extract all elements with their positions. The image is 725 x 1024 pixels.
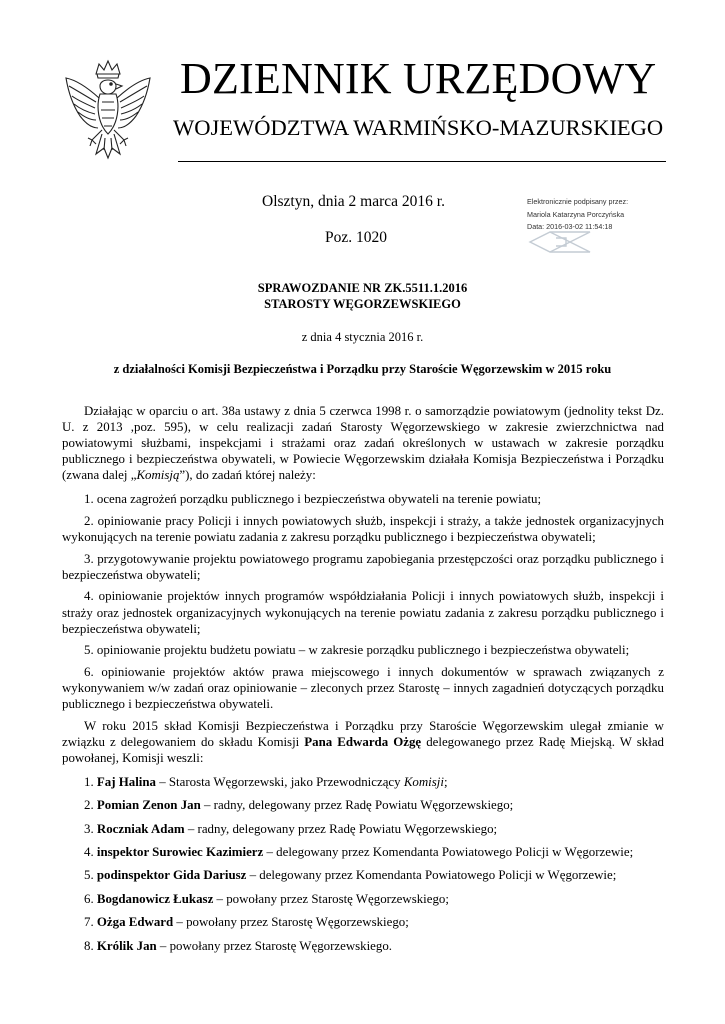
task-item: 5. opiniowanie projektu budżetu powiatu – w zakresie porządku publicznego i bezpieczeństwa obywateli; [84, 643, 630, 658]
report-date: z dnia 4 stycznia 2016 r. [301, 330, 424, 344]
member-role: – powołany przez Starostę Węgorzewskiego; [213, 891, 449, 906]
members-list [62, 774, 664, 954]
signature-line-1: Elektronicznie podpisany przez: [527, 197, 629, 206]
header-divider [178, 161, 666, 162]
signature-line-3: Data: 2016-03-02 11:54:18 [527, 222, 613, 231]
delegate-name: Pana Edwarda Ożgę [304, 734, 422, 749]
member-item [62, 914, 664, 930]
member-item [62, 938, 664, 954]
report-body [62, 403, 664, 961]
journal-title: DZIENNIK URZĘDOWY [180, 54, 657, 103]
intro-paragraph: Działając w oparciu o art. 38a ustawy z dnia 5 czerwca 1998 r. o samorządzie powiatowym (jednolity tekst Dz. U. z 2013 ,poz. 595), w celu realizacji zadań Starosty Węgorzewskiego w zakresie zwierzchnictwa nad powiatowymi służbami, inspekcjami i strażami oraz zadań określonych w ustawach w zakresie porządku publicznego i bezpieczeństwa obywateli, w Powiecie Węgorzewskim działała Komisja Bezpieczeństwa i Porządku (zwana dalej „Komisją”), do zadań której należy: [62, 404, 664, 483]
member-role: – Starosta Węgorzewski, jako Przewodniczący [155, 774, 404, 789]
task-item: 4. opiniowanie projektów innych programów współdziałania Policji i innych powiatowych służb, inspekcji i straży oraz jednostek organizacyjnych wykonujących na terenie powiatu zadania z zakresu porządku publicznego i bezpieczeństwa obywateli; [62, 589, 664, 636]
intro-italic: Komisją [136, 468, 180, 483]
task-item: 3. przygotowywanie projektu powiatowego programu zapobiegania przestępczości oraz porządku publicznego i bezpieczeństwa obywateli; [62, 551, 664, 582]
member-role-end: ; [443, 774, 448, 789]
member-name: inspektor Surowiec Kazimierz [96, 845, 264, 860]
member-role-italic: Komisji [403, 774, 444, 789]
member-number: 8. [84, 938, 97, 953]
electronic-signature-block [527, 196, 628, 234]
member-number: 2. [84, 798, 97, 813]
member-number: 4. [84, 845, 97, 860]
report-subject: z działalności Komisji Bezpieczeństwa i Porządku przy Staroście Węgorzewskim w 2015 roku [113, 362, 612, 376]
member-number: 3. [84, 821, 97, 836]
signature-seal-icon [528, 230, 592, 254]
member-number: 1. [84, 774, 97, 789]
member-item [62, 867, 664, 883]
member-item [62, 797, 664, 813]
polish-eagle-emblem-icon [62, 58, 154, 170]
member-role: – powołany przez Starostę Węgorzewskiego; [173, 915, 409, 930]
member-role: – delegowany przez Komendanta Powiatowego Policji w Węgorzewie; [246, 868, 617, 883]
task-item: 6. opiniowanie projektów aktów prawa miejscowego i innych dokumentów w sprawach związanych z wykonywaniem w/w zadań oraz opiniowanie – zleconych przez Starostę – innych zagadnień dotyczących porządku publicznego i bezpieczeństwa obywateli. [62, 664, 664, 711]
member-role: – radny, delegowany przez Radę Powiatu Węgorzewskiego; [200, 798, 514, 813]
member-name: Bogdanowicz Łukasz [96, 891, 214, 906]
member-name: Faj Halina [96, 774, 156, 789]
member-name: Pomian Zenon Jan [96, 798, 201, 813]
task-item: 1. ocena zagrożeń porządku publicznego i bezpieczeństwa obywateli na terenie powiatu; [84, 492, 542, 507]
position-number: Poz. 1020 [325, 229, 387, 246]
member-role: – powołany przez Starostę Węgorzewskiego. [156, 938, 393, 953]
composition-paragraph: W roku 2015 skład Komisji Bezpieczeństwa i Porządku przy Staroście Węgorzewskim ulegał zmianie w związku z delegowaniem do składu Komisji Pana Edwarda Ożgę delegowanego przez Radę Miejską. W skład powołanej, Komisji weszli: [62, 718, 665, 765]
signature-line-2: Mariola Katarzyna Porczyńska [527, 209, 625, 219]
member-item [62, 844, 664, 860]
member-name: podinspektor Gida Dariusz [96, 868, 247, 883]
member-role: – delegowany przez Komendanta Powiatowego Policji w Węgorzewie; [263, 845, 634, 860]
member-role: – radny, delegowany przez Radę Powiatu Węgorzewskiego; [184, 821, 498, 836]
member-number: 5. [84, 868, 97, 883]
member-name: Ożga Edward [96, 915, 174, 930]
report-title-line-1: SPRAWOZDANIE NR ZK.5511.1.2016 [257, 281, 468, 295]
member-name: Królik Jan [96, 938, 157, 953]
member-name: Roczniak Adam [96, 821, 185, 836]
member-number: 6. [84, 891, 97, 906]
member-item [62, 821, 664, 837]
task-item: 2. opiniowanie pracy Policji i innych powiatowych służb, inspekcji i straży, a także jednostek organizacyjnych wykonujących na terenie powiatu zadania z zakresu porządku publicznego i bezpieczeństwa obywateli; [62, 514, 664, 545]
member-item [62, 891, 664, 907]
member-item [62, 774, 664, 790]
member-number: 7. [84, 915, 97, 930]
report-title-line-2: STAROSTY WĘGORZEWSKIEGO [264, 297, 461, 311]
journal-subtitle: WOJEWÓDZTWA WARMIŃSKO-MAZURSKIEGO [173, 115, 664, 140]
publication-dateline: Olsztyn, dnia 2 marca 2016 r. [262, 193, 445, 210]
